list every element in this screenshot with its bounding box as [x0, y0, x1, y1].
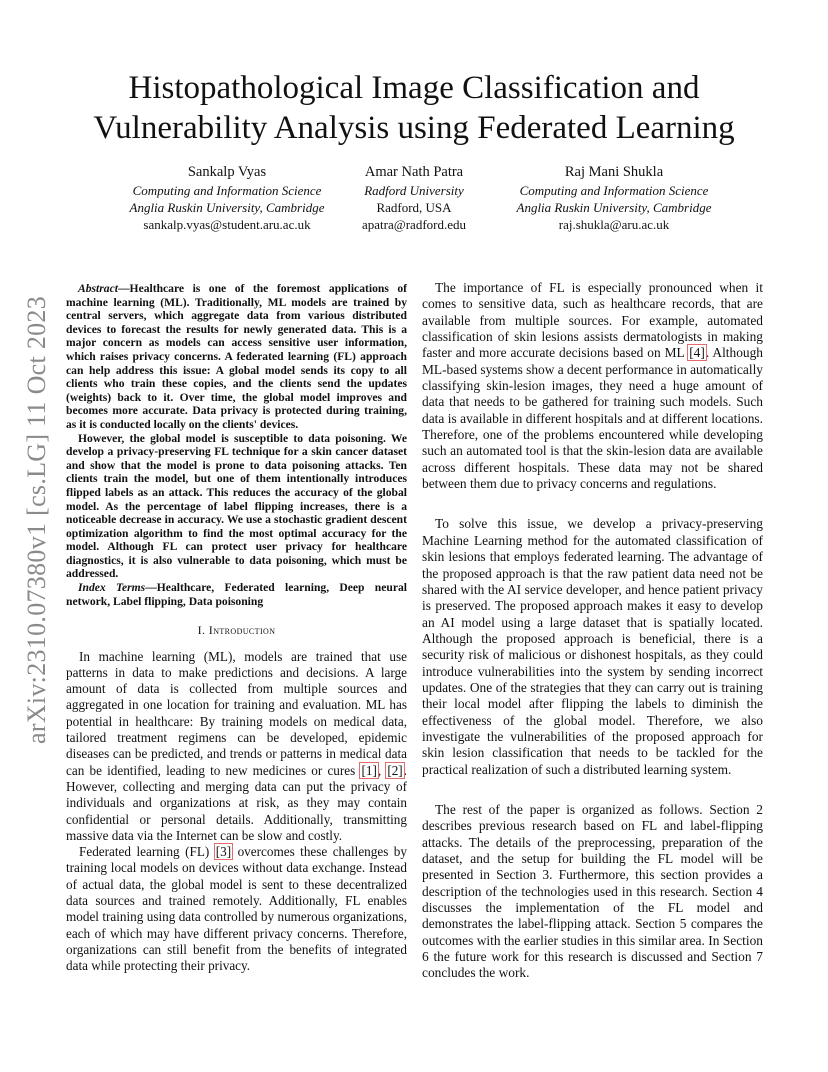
citation-2[interactable]: [2] — [387, 762, 403, 778]
citation-4[interactable]: [4] — [689, 345, 705, 361]
intro-p2-text-a: Federated learning (FL) — [79, 844, 215, 860]
author-2-name: Amar Nath Patra — [364, 164, 464, 180]
author-3 — [494, 162, 734, 233]
author-1-affil1: Computing and Information Science — [132, 183, 322, 198]
citation-1[interactable]: [1] — [361, 762, 377, 778]
paragraph-gap — [422, 778, 763, 802]
index-terms-text: —Healthcare, Federated learning, Deep neural network, Label flipping, Data poisoning — [66, 581, 407, 608]
author-3-affil2: Anglia Ruskin University, Cambridge — [516, 200, 712, 215]
author-3-email[interactable]: raj.shukla@aru.ac.uk — [558, 217, 670, 232]
author-3-affil1: Computing and Information Science — [519, 183, 709, 198]
author-1-email[interactable]: sankalp.vyas@student.aru.ac.uk — [143, 217, 311, 232]
intro-paragraph-1 — [66, 649, 407, 845]
author-1 — [107, 162, 347, 233]
author-2 — [334, 162, 494, 233]
citation-3[interactable]: [3] — [215, 844, 232, 860]
citation-separator: , — [377, 762, 387, 778]
index-terms-lead: Index Terms — [78, 581, 146, 595]
right-paragraph-2: To solve this issue, we develop a privacy-preserving Machine Learning method for the automated classification of skin lesions that employs federated learning. The advantage of the proposed approach is that the raw patient data need not be shared with the AI service developer, and hence patient privacy is preserved. The proposed approach makes it easy to develop an AI model using a large dataset that is spatially located. Although the proposed approach is beneficial, there is a security risk of malicious or dishonest hospitals, as they could introduce vulnerabilities into the system by sending incorrect updates. One of the strategies that they can carry out is training their local model after flipping the labels to diminish the effectiveness of the global model. Therefore, we also investigate the vulnerabilities of the proposed approach for skin lesion classification that needs to be tackled for the practical realization of such a distributed learning system. — [422, 516, 763, 777]
arxiv-identifier-text: arXiv:2310.07380v1 [cs.LG] 11 Oct 2023 — [22, 295, 51, 745]
title-line-2: Vulnerability Analysis using Federated Learning — [93, 110, 735, 146]
author-2-affil2: Radford, USA — [376, 200, 452, 215]
abstract-paragraph-1 — [66, 282, 407, 432]
author-1-affil2: Anglia Ruskin University, Cambridge — [129, 200, 325, 215]
intro-p1-text-b: . However, collecting and merging data can put the privacy of individuals and organizations at risk, as they may contain confidential or personal details. Additionally, transmitting massive data via the Internet can be slow and costly. — [66, 762, 407, 843]
author-3-name: Raj Mani Shukla — [564, 164, 664, 180]
right-paragraph-3: The rest of the paper is organized as follows. Section 2 describes previous research based on FL and label-flipping attacks. The details of the preprocessing, preparation of the dataset, and the setup for building the FL model will be presented in Section 3. Furthermore, this section provides a description of the technologies used in this research. Section 4 discusses the implementation of the FL model and demonstrates the label-flipping attack. Section 5 compares the outcomes with the earlier studies in this similar area. In Section 6 the future work for this research is discussed and Section 7 concludes the work. — [422, 801, 763, 981]
section-heading-introduction: I. Introduction — [197, 623, 276, 638]
title-line-1: Histopathological Image Classification and — [128, 70, 700, 106]
index-terms — [66, 581, 407, 608]
intro-p2-text-b: overcomes these challenges by training local models on devices without data exchange. Instead of actual data, the global model is sent to these decentralized data sources and trained remotely. Additionally, FL enables model training using data controlled by numerous organizations, each of which may have different privacy concerns. Therefore, organizations can still benefit from the benefits of integrated data while protecting their privacy. — [66, 844, 407, 974]
paragraph-gap — [422, 492, 763, 516]
author-2-affil1: Radford University — [364, 183, 464, 198]
right-paragraph-1 — [422, 280, 763, 492]
intro-paragraph-2 — [66, 844, 407, 974]
intro-p1-text-a: In machine learning (ML), models are trained that use patterns in data to make predictions and decisions. A large amount of data is collected from multiple sources and aggregated in one location for training and evaluation. ML has potential in healthcare: By training models on medical data, tailored treatment regimens can be developed, epidemic diseases can be predicted, and trends or patterns in medical data can be identified, leading to new medicines or cures — [66, 648, 407, 778]
paper-title — [60, 68, 768, 148]
right-p1-text-a: The importance of FL is especially pronounced when it comes to sensitive data, such as healthcare records, that are available from multiple sources. For example, automated classification of skin lesions assists dermatologists in making faster and more accurate decisions based on ML — [422, 280, 763, 361]
arxiv-identifier — [22, 290, 52, 750]
abstract-lead: Abstract — [78, 282, 118, 295]
abstract-paragraph-2: However, the global model is susceptible to data poisoning. We develop a privacy-preserving FL technique for a skin cancer dataset and show that the model is prone to data poisoning attacks. Ten clients train the model, but one of them intentionally introduces flipped labels as an attack. This reduces the accuracy of the global model. As the percentage of label flipping increases, there is a noticeable decrease in accuracy. We use a stochastic gradient descent optimization algorithm to find the most optimal accuracy for the model. Although FL can protect user privacy for healthcare diagnostics, it is also vulnerable to data poisoning, which must be addressed. — [66, 431, 407, 581]
author-1-name: Sankalp Vyas — [187, 164, 267, 180]
right-column — [422, 280, 763, 982]
author-2-email[interactable]: apatra@radford.edu — [362, 217, 466, 232]
left-column — [66, 282, 407, 974]
abstract-p1-text: —Healthcare is one of the foremost applications of machine learning (ML). Traditionally, ML models are trained by central servers, which aggregate data from various distributed devices to forecast the results for newly generated data. This is a major concern as models can access sensitive user information, which raises privacy concerns. A federated learning (FL) approach can help address this issue: A global model sends its copy to all clients who train these copies, and the clients send the updates (weights) back to it. Over time, the global model improves and becomes more accurate. Data privacy is protected during training, as it is conducted locally on the clients' devices. — [66, 282, 407, 431]
right-p1-text-b: . Although ML-based systems show a decent performance in automatically classifying skin-lesion images, they need a huge amount of data that needs to be gathered for training such models. Such data is available in different hospitals and at different locations. Therefore, one of the problems encountered while developing such an automated tool is that the skin-lesion data are available across different hospitals. These data may not be shared between them due to privacy concerns and regulations. — [422, 345, 764, 492]
